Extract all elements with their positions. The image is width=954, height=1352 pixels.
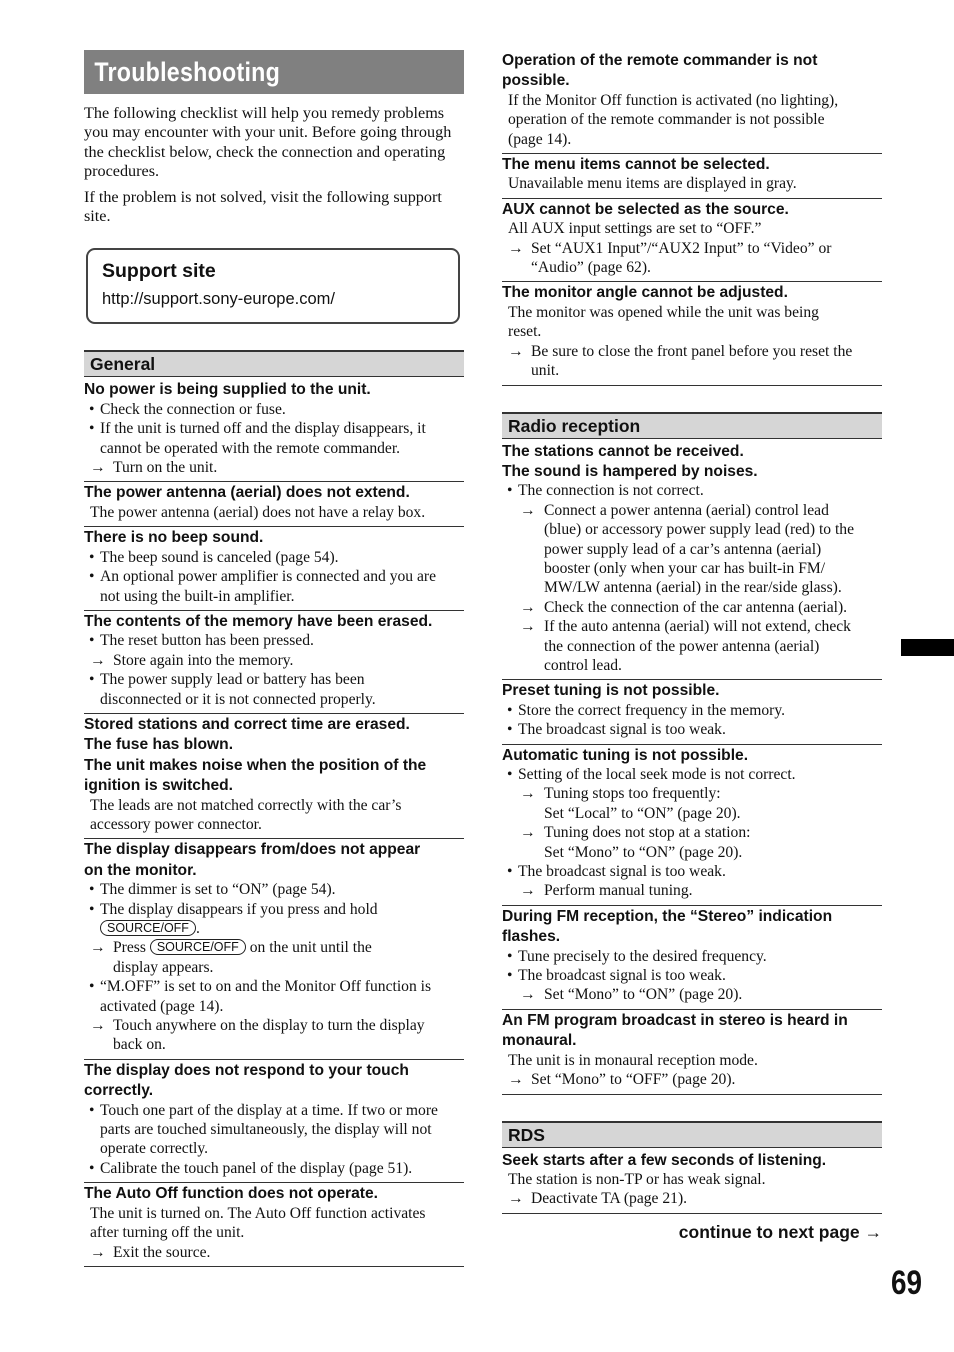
text-line: All AUX input settings are set to “OFF.” [508, 220, 762, 238]
remedy-line [502, 784, 882, 803]
symptom-heading: The stations cannot be received. [502, 442, 744, 460]
bullet-line: • The dimmer is set to “ON” (page 54). [84, 880, 464, 899]
arrow-icon: → [520, 986, 536, 1004]
trouble-entry [84, 713, 464, 836]
remedy-line [502, 1070, 882, 1089]
trouble-entry [84, 481, 464, 524]
symptom-heading: No power is being supplied to the unit. [84, 381, 371, 399]
text-line: If the Monitor Off function is activated (no lighting), [508, 91, 839, 109]
bullet-line: • The display disappears if you press and hold [84, 900, 464, 919]
bullet-line: • An optional power amplifier is connected and you are [84, 567, 464, 586]
section-entries [502, 50, 882, 386]
text-line: Unavailable menu items are displayed in gray. [508, 175, 797, 193]
remedy-text: Press [113, 939, 146, 957]
trouble-entry [502, 281, 882, 382]
symptom-heading: The power antenna (aerial) does not extend. [84, 484, 410, 502]
remedy-text: Deactivate TA (page 21). [531, 1190, 688, 1208]
remedy-line [84, 458, 464, 477]
symptom-heading: Automatic tuning is not possible. [502, 746, 749, 764]
symptom-heading: The sound is hampered by noises. [502, 462, 758, 480]
remedy-text: Set “Mono” to “OFF” (page 20). [531, 1071, 736, 1089]
arrow-icon: → [508, 239, 524, 257]
remedy-text: If the auto antenna (aerial) will not extend, check [544, 618, 851, 636]
text-line: cannot be operated with the remote commander. [100, 439, 401, 457]
bullet-line: • The reset button has been pressed. [84, 631, 464, 650]
section-general [84, 350, 464, 1266]
bullet-line: • The broadcast signal is too weak. [502, 966, 882, 985]
remedy-text: Tuning does not stop at a station: [544, 824, 751, 842]
support-site-box [86, 248, 460, 324]
section-general-continued [502, 50, 882, 386]
text-line: (blue) or accessory power supply lead (red) to the [544, 521, 855, 539]
remedy-text: Tuning stops too frequently: [544, 785, 721, 803]
remedy-text: Set “Mono” to “ON” (page 20). [544, 986, 743, 1004]
bullet-line: • Setting of the local seek mode is not correct. [502, 765, 882, 784]
trouble-entry [502, 679, 882, 741]
text-line: not using the built-in amplifier. [100, 587, 295, 605]
trouble-entry [84, 379, 464, 479]
bullet-line: • “M.OFF” is set to on and the Monitor Off function is [84, 977, 464, 996]
text-line: The station is non-TP or has weak signal. [508, 1170, 766, 1188]
page-title: Troubleshooting [94, 57, 281, 87]
text-line: parts are touched simultaneously, the display will not [100, 1121, 432, 1139]
text-fragment: . [195, 920, 200, 937]
trouble-entry [84, 838, 464, 1056]
arrow-icon: → [508, 1190, 524, 1208]
symptom-heading: The unit makes noise when the position of the [84, 756, 427, 774]
section-entries [84, 379, 464, 1266]
symptom-heading: The display does not respond to your touch [84, 1061, 409, 1079]
trouble-entry [84, 1059, 464, 1180]
remedy-text: Set “AUX1 Input”/“AUX2 Input” to “Video” or [531, 239, 832, 257]
remedy-line [84, 651, 464, 670]
remedy-line [84, 1016, 464, 1035]
text-line: The power antenna (aerial) does not have a relay box. [90, 503, 426, 521]
remedy-line [502, 617, 882, 636]
trouble-entry [502, 1150, 882, 1211]
trouble-entry [502, 50, 882, 151]
text-line: power supply lead of a car’s antenna (aerial) [544, 540, 822, 558]
remedy-line [502, 985, 882, 1004]
remedy-text: Touch anywhere on the display to turn the display [113, 1017, 425, 1035]
text-line: The monitor was opened while the unit was being [508, 303, 819, 321]
bullet-line: • The broadcast signal is too weak. [502, 720, 882, 739]
remedy-line [502, 881, 882, 900]
symptom-heading: Operation of the remote commander is not [502, 52, 818, 69]
symptom-heading: The contents of the memory have been erased. [84, 612, 433, 630]
bullet-line: • Store the correct frequency in the memory. [502, 701, 882, 720]
symptom-heading: monaural. [502, 1032, 577, 1050]
remedy-line [502, 823, 882, 842]
trouble-entry [84, 526, 464, 608]
symptom-heading: The monitor angle cannot be adjusted. [502, 284, 788, 302]
remedy-text: Turn on the unit. [113, 459, 218, 477]
text-line: The leads are not matched correctly with the car’s [90, 796, 402, 814]
remedy-text: Connect a power antenna (aerial) control lead [544, 501, 829, 519]
text-line: display appears. [113, 958, 214, 976]
trouble-entry [502, 441, 882, 678]
arrow-icon: → [90, 939, 106, 957]
text-line: after turning off the unit. [90, 1224, 245, 1242]
trouble-entry [502, 744, 882, 903]
bullet-line: • Calibrate the touch panel of the display (page 51). [84, 1159, 464, 1178]
trouble-entry [502, 153, 882, 196]
arrow-icon: → [520, 882, 536, 900]
text-line: unit. [531, 362, 560, 380]
source-off-button-label: SOURCE/OFF [100, 920, 196, 936]
intro-paragraph: The following checklist will help you remedy problems you may encounter with your unit. Before going through the checklist below, check the connection and operating procedures. [84, 104, 452, 181]
symptom-heading: There is no beep sound. [84, 529, 264, 547]
section-heading: RDS [502, 1121, 882, 1148]
remedy-text: Exit the source. [113, 1243, 211, 1261]
symptom-heading: ignition is switched. [84, 777, 234, 795]
bullet-line: • The power supply lead or battery has been [84, 670, 464, 689]
arrow-icon: → [90, 1243, 106, 1261]
text-line: accessory power connector. [90, 815, 262, 833]
text-line: reset. [508, 323, 542, 341]
section-entries [502, 441, 882, 1095]
symptom-heading: The Auto Off function does not operate. [84, 1185, 378, 1203]
arrow-icon: → [520, 618, 536, 636]
text-line: back on. [113, 1036, 166, 1054]
remedy-line [502, 342, 882, 361]
trouble-entry [502, 905, 882, 1007]
symptom-heading: Preset tuning is not possible. [502, 682, 720, 700]
remedy-line [502, 1189, 882, 1208]
symptom-heading: Stored stations and correct time are erased. [84, 715, 410, 733]
remedy-text: Be sure to close the front panel before you reset the [531, 342, 853, 360]
text-line: control lead. [544, 656, 622, 674]
trouble-entry [84, 1182, 464, 1264]
text-line: Set “Local” to “ON” (page 20). [544, 804, 741, 822]
trouble-entry [502, 1009, 882, 1092]
source-off-button-label: SOURCE/OFF [150, 939, 246, 955]
arrow-icon: → [90, 459, 106, 477]
remedy-line [502, 239, 882, 258]
arrow-icon: → [90, 651, 106, 669]
section-heading: General [84, 350, 464, 377]
support-site-url[interactable]: http://support.sony-europe.com/ [102, 290, 335, 309]
arrow-icon: → [520, 501, 536, 519]
text-line: The unit is in monaural reception mode. [508, 1051, 758, 1069]
trouble-entry [502, 198, 882, 280]
text-line: operation of the remote commander is not possible [508, 111, 825, 129]
text-line: disconnected or it is not connected properly. [100, 690, 376, 708]
remedy-line [502, 501, 882, 520]
section-radio-reception [502, 412, 882, 1095]
remedy-text: Store again into the memory. [113, 651, 294, 669]
symptom-heading: The fuse has blown. [84, 736, 234, 754]
text-line: operate correctly. [100, 1140, 209, 1158]
intro-paragraph: If the problem is not solved, visit the following support site. [84, 187, 442, 226]
support-site-title: Support site [102, 260, 216, 283]
symptom-heading: The menu items cannot be selected. [502, 156, 770, 174]
page-title-bar [84, 50, 464, 94]
arrow-icon: → [520, 824, 536, 842]
symptom-heading: possible. [502, 72, 570, 90]
section-rds [502, 1121, 882, 1214]
bullet-line: • Check the connection or fuse. [84, 400, 464, 419]
section-heading: Radio reception [502, 412, 882, 439]
text-line [84, 919, 464, 938]
symptom-heading: flashes. [502, 928, 561, 946]
symptom-heading: The display disappears from/does not appear [84, 841, 421, 859]
symptom-heading: Seek starts after a few seconds of listening. [502, 1151, 827, 1169]
bullet-line: • Tune precisely to the desired frequency. [502, 947, 882, 966]
remedy-line [84, 938, 464, 957]
page-number: 69 [890, 1264, 922, 1302]
arrow-icon: → [520, 598, 536, 616]
text-line: booster (only when your car has built-in FM/ [544, 559, 826, 577]
section-entries [502, 1150, 882, 1214]
symptom-heading: correctly. [84, 1082, 154, 1100]
text-line: Set “Mono” to “ON” (page 20). [544, 843, 743, 861]
symptom-heading: During FM reception, the “Stereo” indication [502, 907, 833, 925]
remedy-text: on the unit until the [249, 939, 372, 957]
text-line: the connection of the power antenna (aerial) [544, 637, 820, 655]
remedy-line [84, 1243, 464, 1262]
arrow-icon: → [520, 785, 536, 803]
symptom-heading: AUX cannot be selected as the source. [502, 200, 789, 218]
bullet-line: • If the unit is turned off and the display disappears, it [84, 419, 464, 438]
remedy-line [502, 598, 882, 617]
text-line: activated (page 14). [100, 997, 224, 1015]
bullet-line: • The broadcast signal is too weak. [502, 862, 882, 881]
bullet-line: • The beep sound is canceled (page 54). [84, 548, 464, 567]
symptom-heading: on the monitor. [84, 861, 197, 879]
section-tab-marker [901, 639, 954, 656]
remedy-text: Check the connection of the car antenna (aerial). [544, 598, 848, 616]
arrow-icon: → [508, 1071, 524, 1089]
symptom-heading: An FM program broadcast in stereo is heard in [502, 1011, 848, 1029]
arrow-icon: → [508, 342, 524, 360]
arrow-icon: → [90, 1017, 106, 1035]
text-line: The unit is turned on. The Auto Off function activates [90, 1204, 426, 1222]
trouble-entry [84, 610, 464, 711]
bullet-line: • The connection is not correct. [502, 481, 882, 500]
right-column [502, 50, 882, 1214]
bullet-line: • Touch one part of the display at a time. If two or more [84, 1101, 464, 1120]
text-line: MW/LW antenna (aerial) in the rear/side glass). [544, 579, 842, 597]
continue-next-page: continue to next page → [678, 1222, 882, 1242]
text-line: “Audio” (page 62). [531, 259, 651, 277]
left-column [84, 50, 464, 1267]
intro-text [84, 104, 464, 226]
text-line: (page 14). [508, 130, 572, 148]
remedy-text: Perform manual tuning. [544, 882, 693, 900]
